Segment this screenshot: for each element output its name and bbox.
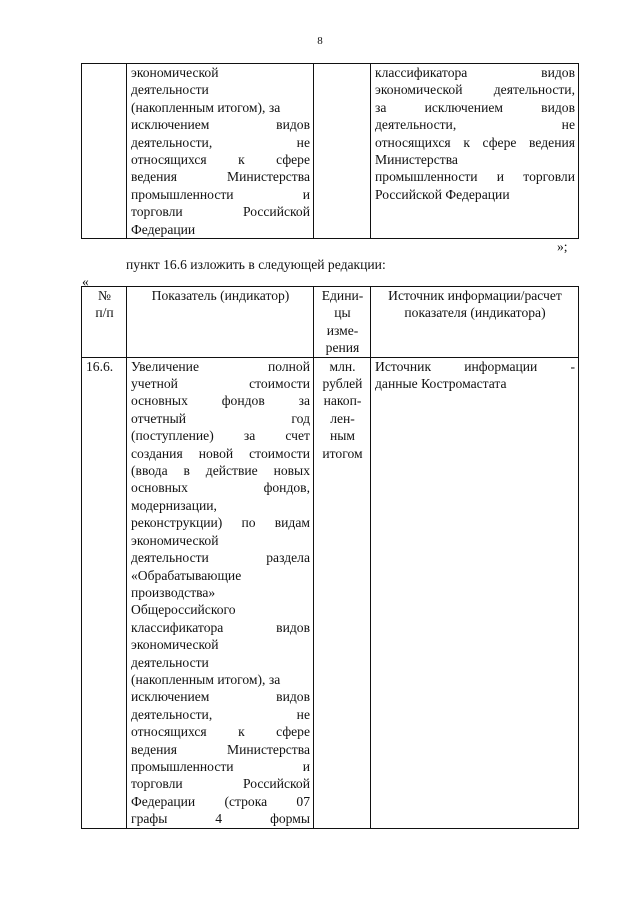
text-line: экономической деятельности, bbox=[375, 82, 575, 98]
text-line: промышленности и bbox=[131, 186, 310, 202]
header-number bbox=[82, 287, 127, 358]
text-line: Министерства bbox=[375, 152, 458, 168]
source-text bbox=[375, 358, 575, 393]
continued-indicator-table bbox=[81, 63, 579, 239]
text-line: показателя (индикатора) bbox=[404, 305, 546, 321]
text-line: Федерации bbox=[131, 221, 196, 237]
text-line: классификатора видов bbox=[375, 65, 575, 80]
text-line: экономической bbox=[131, 532, 219, 548]
text-line: деятельности, не bbox=[131, 706, 310, 722]
source-text bbox=[375, 64, 575, 203]
header-source bbox=[371, 287, 579, 358]
text-line: ведения Министерства bbox=[131, 169, 310, 185]
text-line: деятельности, не bbox=[131, 134, 310, 150]
text-line: деятельности bbox=[131, 82, 209, 98]
source-cell bbox=[371, 64, 579, 239]
text-line: производства» bbox=[131, 584, 216, 600]
text-line: рублей bbox=[322, 376, 363, 392]
amendment-paragraph: пункт 16.6 изложить в следующей редакции: bbox=[126, 257, 386, 272]
text-line: «Обрабатывающие bbox=[131, 567, 242, 583]
header-indicator: Показатель (индикатор) bbox=[127, 287, 314, 358]
unit-cell bbox=[314, 64, 371, 239]
text-line: ведения Министерства bbox=[131, 741, 310, 757]
indicator-cell bbox=[127, 357, 314, 828]
text-line: Источник информации - bbox=[375, 358, 575, 374]
indicator-cell bbox=[127, 64, 314, 239]
text-line: относящихся к сфере bbox=[131, 724, 310, 740]
text-line: основных фондов за bbox=[131, 393, 310, 409]
text-line: цы bbox=[334, 305, 351, 321]
text-line: Увеличение полной bbox=[131, 358, 310, 374]
text-line: относящихся к сфере bbox=[131, 152, 310, 168]
text-line: экономической bbox=[131, 637, 219, 653]
row-number-cell: 16.6. bbox=[82, 357, 127, 828]
source-cell bbox=[371, 357, 579, 828]
text-line: торговли Российской bbox=[131, 204, 310, 220]
text-line: ным bbox=[329, 428, 355, 444]
text-line: № bbox=[98, 288, 111, 303]
text-line: Едини- bbox=[321, 288, 364, 303]
row-number-cell bbox=[82, 64, 127, 239]
text-line: Источник информации/расчет bbox=[388, 288, 562, 303]
text-line: (накопленным итогом), за bbox=[131, 99, 281, 115]
text-line: экономической bbox=[131, 65, 219, 80]
header-unit bbox=[314, 287, 371, 358]
text-line: Федерации (строка 07 bbox=[131, 793, 310, 809]
table-header-row bbox=[82, 287, 579, 358]
text-line: рения bbox=[325, 340, 360, 356]
text-line: учетной стоимости bbox=[131, 376, 310, 392]
text-line: данные Костромастата bbox=[375, 376, 507, 392]
text-line: итогом bbox=[322, 445, 363, 461]
indicator-text bbox=[131, 358, 310, 828]
text-line: Общероссийского bbox=[131, 602, 236, 618]
text-line: лен- bbox=[330, 410, 355, 426]
text-line: исключением видов bbox=[131, 689, 310, 705]
table-row bbox=[82, 64, 579, 239]
text-line: изме- bbox=[326, 322, 359, 338]
text-line: классификатора видов bbox=[131, 619, 310, 635]
text-line: Российской Федерации bbox=[375, 186, 510, 202]
text-line: деятельности, не bbox=[375, 117, 575, 133]
text-line: реконструкции) по видам bbox=[131, 515, 310, 531]
text-line: промышленности и торговли bbox=[375, 169, 575, 185]
text-line: за исключением видов bbox=[375, 99, 575, 115]
text-line: деятельности bbox=[131, 654, 209, 670]
table-row bbox=[82, 357, 579, 828]
text-line: торговли Российской bbox=[131, 776, 310, 792]
text-line: относящихся к сфере ведения bbox=[375, 134, 575, 150]
text-line: основных фондов, bbox=[131, 480, 310, 496]
unit-cell bbox=[314, 357, 371, 828]
text-line: п/п bbox=[95, 305, 114, 321]
text-line: (накопленным итогом), за bbox=[131, 671, 281, 687]
indicator-table bbox=[81, 286, 579, 829]
text-line: промышленности и bbox=[131, 758, 310, 774]
text-line: деятельности раздела bbox=[131, 550, 310, 566]
text-line: (поступление) за счет bbox=[131, 428, 310, 444]
opening-quote: « bbox=[82, 274, 89, 289]
text-line: модернизации, bbox=[131, 497, 217, 513]
text-line: создания новой стоимости bbox=[131, 445, 310, 461]
text-line: отчетный год bbox=[131, 410, 310, 426]
text-line: млн. bbox=[329, 358, 356, 374]
indicator-text bbox=[131, 64, 310, 238]
text-line: графы 4 формы bbox=[131, 811, 310, 827]
closing-quote: »; bbox=[557, 239, 568, 254]
text-line: накоп- bbox=[323, 393, 362, 409]
page-number: 8 bbox=[317, 35, 323, 47]
text-line: (ввода в действие новых bbox=[131, 463, 310, 479]
text-line: исключением видов bbox=[131, 117, 310, 133]
